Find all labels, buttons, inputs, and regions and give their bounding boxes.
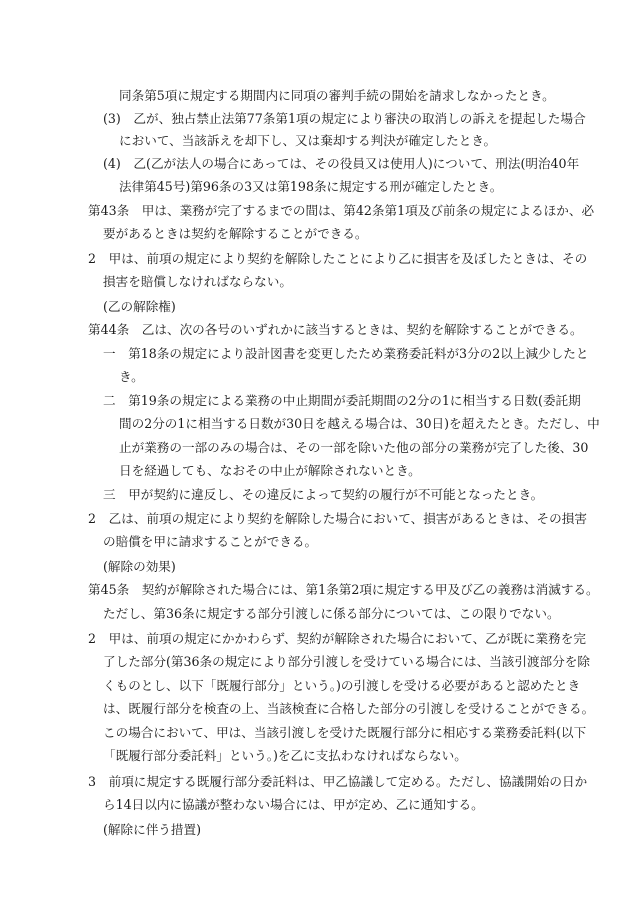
- text-line: は、既履行部分を検査の上、当該検査に合格した部分の引渡しを受けることができる。: [103, 701, 595, 716]
- text-line: 2 甲は、前項の規定により契約を解除したことにより乙に損害を及ぼしたときは、その: [88, 251, 588, 266]
- text-line: 了した部分(第36条の規定により部分引渡しを受けている場合には、当該引渡部分を除: [103, 654, 590, 669]
- text-line: 2 甲は、前項の規定にかかわらず、契約が解除された場合において、乙が既に業務を完: [88, 631, 586, 646]
- section-caption: (解除に伴う措置): [103, 822, 201, 837]
- section-caption: (解除の効果): [103, 559, 176, 574]
- text-line: 2 乙は、前項の規定により契約を解除した場合において、損害があるときは、その損害: [88, 511, 587, 526]
- text-line: 要があるときは契約を解除することができる。: [103, 226, 368, 241]
- text-line: 間の2分の1に相当する日数が30日を越える場合は、30日)を超えたとき。ただし、中: [119, 416, 600, 431]
- text-line: 3 前項に規定する既履行部分委託料は、甲乙協議して定める。ただし、協議開始の日か: [88, 774, 588, 789]
- text-line: の賠償を甲に請求することができる。: [103, 534, 318, 549]
- text-line: 「既履行部分委託料」という。)を乙に支払わなければならない。: [103, 748, 467, 763]
- text-line: 二 第19条の規定による業務の中止期間が委託期間の2分の1に相当する日数(委託期: [103, 393, 581, 408]
- text-line: (4) 乙(乙が法人の場合にあっては、その役員又は使用人)について、刑法(明治40年: [103, 156, 580, 171]
- section-caption: (乙の解除権): [103, 299, 176, 314]
- text-line: 同条第5項に規定する期間内に同項の審判手続の開始を請求しなかったとき。: [119, 88, 555, 103]
- text-line: ただし、第36条に規定する部分引渡しに係る部分については、この限りでない。: [103, 606, 560, 621]
- text-line: くものとし、以下「既履行部分」という。)の引渡しを受ける必要があると認めたとき: [103, 678, 581, 693]
- text-line: 止が業務の一部のみの場合は、その一部を除いた他の部分の業務が完了した後、30: [119, 440, 589, 455]
- article-heading: 第45条 契約が解除された場合には、第1条第2項に規定する甲及び乙の義務は消滅する。: [88, 582, 599, 597]
- text-line: 法律第45号)第96条の3又は第198条に規定する刑が確定したとき。: [119, 179, 503, 194]
- text-line: 損害を賠償しなければならない。: [103, 274, 292, 289]
- text-line: (3) 乙が、独占禁止法第77条第1項の規定により審決の取消しの訴えを提起した場合: [103, 111, 586, 126]
- text-line: き。: [119, 369, 144, 384]
- text-line: において、当該訴えを却下し、又は棄却する判決が確定したとき。: [119, 133, 497, 148]
- text-line: 三 甲が契約に違反し、その違反によって契約の履行が不可能となったとき。: [103, 487, 544, 502]
- text-line: 一 第18条の規定により設計図書を変更したため業務委託料が3分の2以上減少したと: [103, 346, 589, 361]
- text-line: ら14日以内に協議が整わない場合には、甲が定め、乙に通知する。: [103, 797, 484, 812]
- article-heading: 第43条 甲は、業務が完了するまでの間は、第42条第1項及び前条の規定によるほか、必: [88, 203, 595, 218]
- text-line: 日を経過しても、なおその中止が解除されないとき。: [119, 463, 421, 478]
- text-line: この場合において、甲は、当該引渡しを受けた既履行部分に相応する業務委託料(以下: [103, 725, 587, 740]
- article-heading: 第44条 乙は、次の各号のいずれかに該当するときは、契約を解除することができる。: [88, 322, 583, 337]
